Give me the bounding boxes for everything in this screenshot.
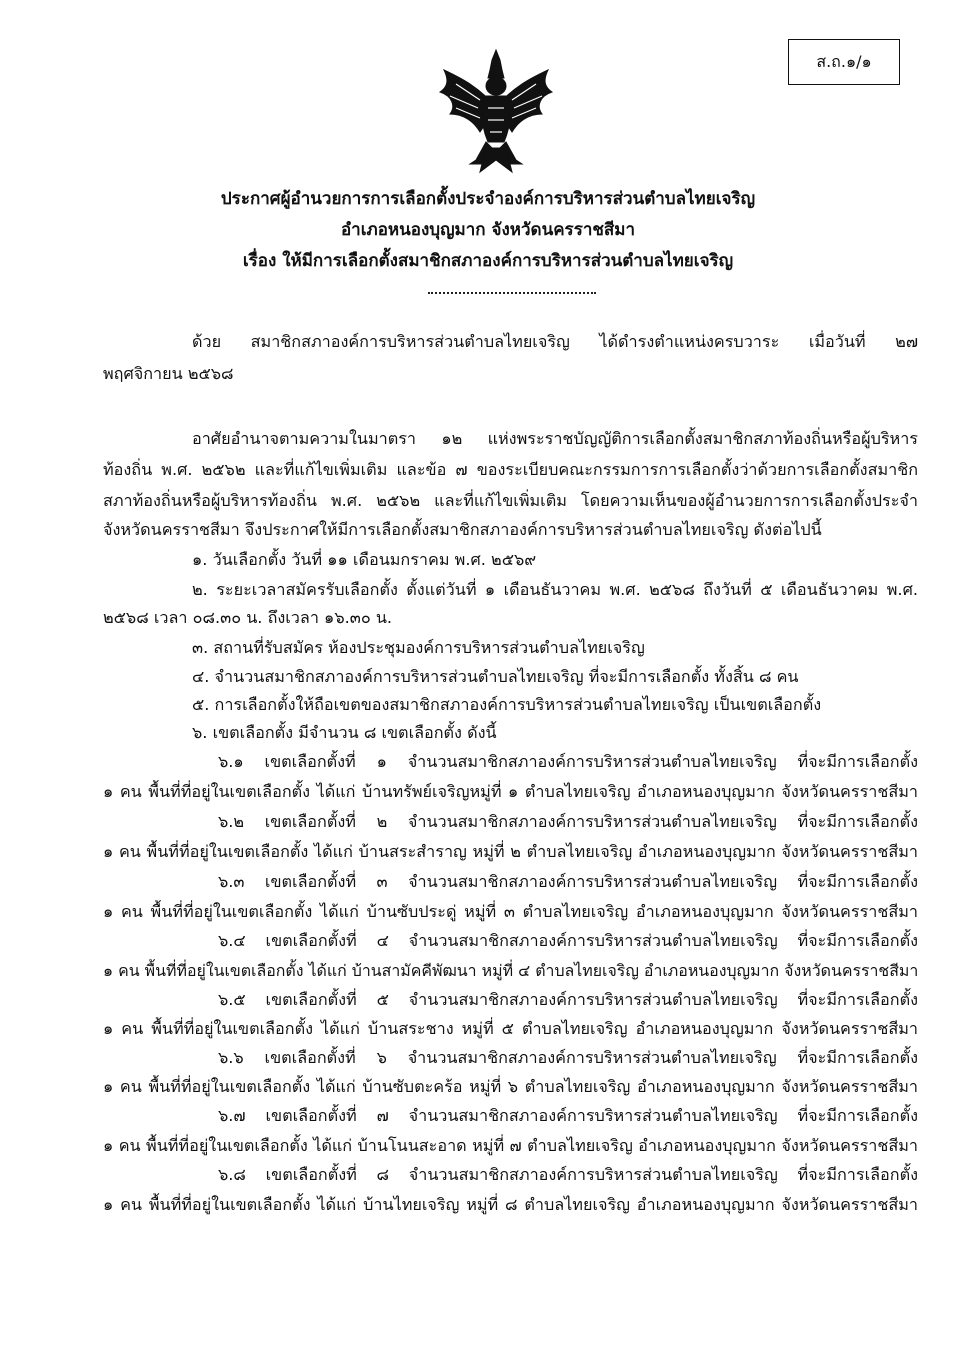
district-line-1: ๖.๓ เขตเลือกตั้งที่ ๓ จำนวนสมาชิกสภาองค์การบริหารส่วนตำบลไทยเจริญ ที่จะมีการเลือกตั้ง xyxy=(218,872,918,891)
paragraph-2-line-2: ท้องถิ่น พ.ศ. ๒๕๖๒ และที่แก้ไขเพิ่มเติม และข้อ ๗ ของระเบียบคณะกรรมการการเลือกตั้งว่าด้วยการเลือกตั้งสมาชิก xyxy=(103,460,918,479)
district-line-2: ๑ คน พื้นที่ที่อยู่ในเขตเลือกตั้ง ได้แก่ บ้านซับประดู่ หมู่ที่ ๓ ตำบลไทยเจริญ อำเภอหนองบุญมาก จังหวัดนครราชสีมา xyxy=(103,902,918,921)
district-line-2: ๑ คน พื้นที่ที่อยู่ในเขตเลือกตั้ง ได้แก่ บ้านทรัพย์เจริญหมู่ที่ ๑ ตำบลไทยเจริญ อำเภอหนองบุญมาก จังหวัดนครราชสีมา xyxy=(103,782,918,801)
district-line-1: ๖.๕ เขตเลือกตั้งที่ ๕ จำนวนสมาชิกสภาองค์การบริหารส่วนตำบลไทยเจริญ ที่จะมีการเลือกตั้ง xyxy=(218,990,918,1009)
district-line-1: ๖.๗ เขตเลือกตั้งที่ ๗ จำนวนสมาชิกสภาองค์การบริหารส่วนตำบลไทยเจริญ ที่จะมีการเลือกตั้ง xyxy=(218,1106,918,1125)
paragraph-1-line-2: พฤศจิกายน ๒๕๖๘ xyxy=(103,364,234,383)
item-2-line-1: ๒. ระยะเวลาสมัครรับเลือกตั้ง ตั้งแต่วันที่ ๑ เดือนธันวาคม พ.ศ. ๒๕๖๘ ถึงวันที่ ๕ เดือนธันวาคม พ.ศ. xyxy=(192,580,918,599)
paragraph-2-line-1: อาศัยอำนาจตามความในมาตรา ๑๒ แห่งพระราชบัญญัติการเลือกตั้งสมาชิกสภาท้องถิ่นหรือผู้บริหาร xyxy=(192,429,918,448)
district-line-2: ๑ คน พื้นที่ที่อยู่ในเขตเลือกตั้ง ได้แก่ บ้านไทยเจริญ หมู่ที่ ๘ ตำบลไทยเจริญ อำเภอหนองบุญมาก จังหวัดนครราชสีมา xyxy=(103,1195,918,1214)
district-line-2: ๑ คน พื้นที่ที่อยู่ในเขตเลือกตั้ง ได้แก่ บ้านสระชาง หมู่ที่ ๕ ตำบลไทยเจริญ อำเภอหนองบุญมาก จังหวัดนครราชสีมา xyxy=(103,1019,918,1038)
paragraph-2-line-4: จังหวัดนครราชสีมา จึงประกาศให้มีการเลือกตั้งสมาชิกสภาองค์การบริหารส่วนตำบลไทยเจริญ ดังต่อไปนี้ xyxy=(103,520,822,539)
dotted-separator xyxy=(428,292,596,294)
item-4-member-count: ๔. จำนวนสมาชิกสภาองค์การบริหารส่วนตำบลไทยเจริญ ที่จะมีการเลือกตั้ง ทั้งสิ้น ๘ คน xyxy=(192,667,799,686)
paragraph-2-line-3: สภาท้องถิ่นหรือผู้บริหารท้องถิ่น พ.ศ. ๒๕๖๒ และที่แก้ไขเพิ่มเติม โดยความเห็นของผู้อำนวยการการเลือกตั้งประจำ xyxy=(103,491,918,510)
district-line-2: ๑ คน พื้นที่ที่อยู่ในเขตเลือกตั้ง ได้แก่ บ้านสามัคคีพัฒนา หมู่ที่ ๔ ตำบลไทยเจริญ อำเภอหนองบุญมาก จังหวัดนครราชสีมา xyxy=(103,961,918,980)
item-2-line-2: ๒๕๖๘ เวลา ๐๘.๓๐ น. ถึงเวลา ๑๖.๓๐ น. xyxy=(103,608,393,627)
district-line-1: ๖.๘ เขตเลือกตั้งที่ ๘ จำนวนสมาชิกสภาองค์การบริหารส่วนตำบลไทยเจริญ ที่จะมีการเลือกตั้ง xyxy=(218,1165,918,1184)
paragraph-1-line-1: ด้วย สมาชิกสภาองค์การบริหารส่วนตำบลไทยเจริญ ได้ดำรงตำแหน่งครบวาระ เมื่อวันที่ ๒๗ xyxy=(192,332,918,351)
item-3-venue: ๓. สถานที่รับสมัคร ห้องประชุมองค์การบริหารส่วนตำบลไทยเจริญ xyxy=(192,638,645,657)
district-line-2: ๑ คน พื้นที่ที่อยู่ในเขตเลือกตั้ง ได้แก่ บ้านสระสำราญ หมู่ที่ ๒ ตำบลไทยเจริญ อำเภอหนองบุญมาก จังหวัดนครราชสีมา xyxy=(103,842,918,861)
district-line-2: ๑ คน พื้นที่ที่อยู่ในเขตเลือกตั้ง ได้แก่ บ้านซับตะคร้อ หมู่ที่ ๖ ตำบลไทยเจริญ อำเภอหนองบุญมาก จังหวัดนครราชสีมา xyxy=(103,1077,918,1096)
district-province-line: อำเภอหนองบุญมาก จังหวัดนครราชสีมา xyxy=(340,220,636,240)
form-code-box: ส.ถ.๑/๑ xyxy=(788,39,900,85)
item-6-districts: ๖. เขตเลือกตั้ง มีจำนวน ๘ เขตเลือกตั้ง ดังนี้ xyxy=(192,723,497,742)
district-line-1: ๖.๒ เขตเลือกตั้งที่ ๒ จำนวนสมาชิกสภาองค์การบริหารส่วนตำบลไทยเจริญ ที่จะมีการเลือกตั้ง xyxy=(218,812,918,831)
announcement-title: ประกาศผู้อำนวยการการเลือกตั้งประจำองค์การบริหารส่วนตำบลไทยเจริญ xyxy=(220,189,756,209)
district-line-1: ๖.๑ เขตเลือกตั้งที่ ๑ จำนวนสมาชิกสภาองค์การบริหารส่วนตำบลไทยเจริญ ที่จะมีการเลือกตั้ง xyxy=(218,752,918,771)
item-1-election-date: ๑. วันเลือกตั้ง วันที่ ๑๑ เดือนมกราคม พ.ศ. ๒๕๖๙ xyxy=(192,550,537,569)
item-5-constituency: ๕. การเลือกตั้งให้ถือเขตของสมาชิกสภาองค์การบริหารส่วนตำบลไทยเจริญ เป็นเขตเลือกตั้ง xyxy=(192,695,822,714)
district-line-1: ๖.๖ เขตเลือกตั้งที่ ๖ จำนวนสมาชิกสภาองค์การบริหารส่วนตำบลไทยเจริญ ที่จะมีการเลือกตั้ง xyxy=(218,1048,918,1067)
subject-line: เรื่อง ให้มีการเลือกตั้งสมาชิกสภาองค์การบริหารส่วนตำบลไทยเจริญ xyxy=(242,251,734,271)
district-line-2: ๑ คน พื้นที่ที่อยู่ในเขตเลือกตั้ง ได้แก่ บ้านโนนสะอาด หมู่ที่ ๗ ตำบลไทยเจริญ อำเภอหนองบุญมาก จังหวัดนครราชสีมา xyxy=(103,1136,918,1155)
garuda-emblem-icon xyxy=(436,48,556,178)
district-line-1: ๖.๔ เขตเลือกตั้งที่ ๔ จำนวนสมาชิกสภาองค์การบริหารส่วนตำบลไทยเจริญ ที่จะมีการเลือกตั้ง xyxy=(218,931,918,950)
